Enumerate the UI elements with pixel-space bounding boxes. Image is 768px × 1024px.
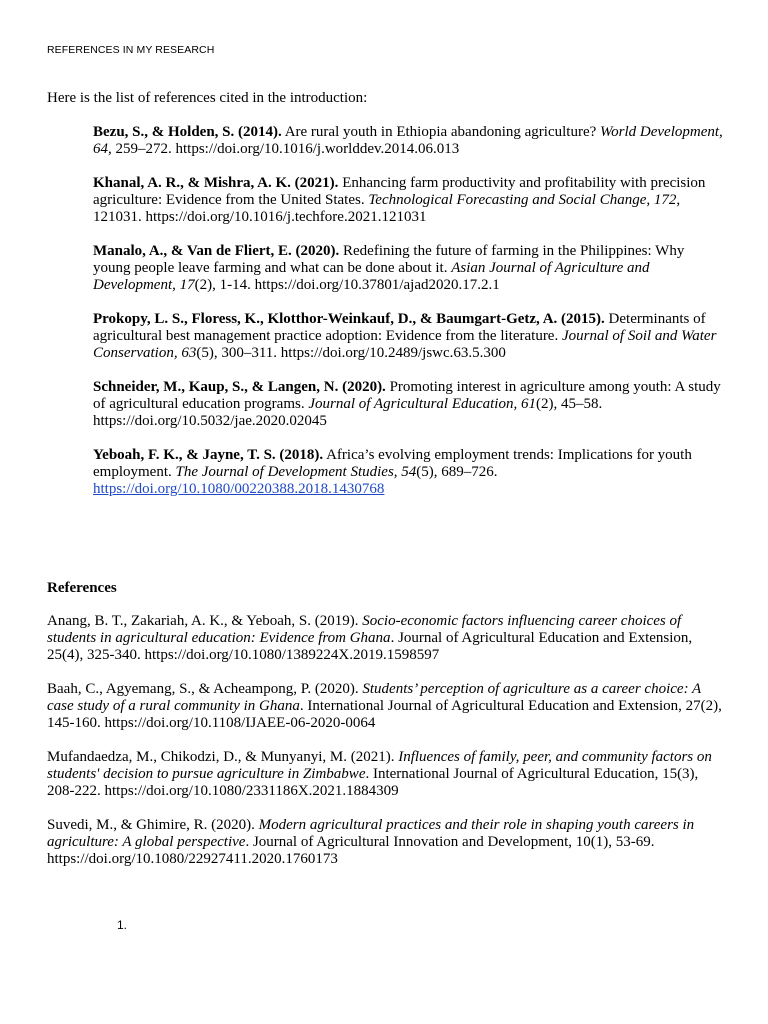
reference-journal: World Development, 64 xyxy=(93,124,723,157)
cited-reference-entry xyxy=(93,124,723,158)
references-list xyxy=(47,613,727,885)
reference-details: , 121031. https://doi.org/10.1016/j.techfore.2021.121031 xyxy=(93,192,681,225)
cited-reference-entry xyxy=(93,311,723,362)
reference-entry xyxy=(47,681,727,732)
reference-details: . Journal of Agricultural Innovation and Development, 10(1), 53-69. https://doi.org/10.1080/22927411.2020.1760173 xyxy=(47,834,655,867)
reference-entry xyxy=(47,613,727,664)
references-heading: References xyxy=(47,580,117,596)
reference-details: (5), 300–311. https://doi.org/10.2489/jswc.63.5.300 xyxy=(196,345,506,361)
reference-journal: Journal of Agricultural Education, 61 xyxy=(308,396,536,412)
reference-journal: Asian Journal of Agriculture and Development, 17 xyxy=(93,260,650,293)
reference-entry xyxy=(47,817,727,868)
cited-references-list xyxy=(93,124,723,515)
page-header: REFERENCES IN MY RESEARCH xyxy=(47,44,215,56)
reference-details: . Journal of Agricultural Education and Extension, 25(4), 325-340. https://doi.org/10.1080/1389224X.2019.1598597 xyxy=(47,630,693,663)
reference-authors: Baah, C., Agyemang, S., & Acheampong, P. (2020). xyxy=(47,681,363,697)
reference-authors: Yeboah, F. K., & Jayne, T. S. (2018). xyxy=(93,447,324,463)
reference-journal: Journal of Soil and Water Conservation, 63 xyxy=(93,328,717,361)
page-number: 1. xyxy=(117,918,128,932)
reference-details: (2), 1-14. https://doi.org/10.37801/ajad2020.17.2.1 xyxy=(194,277,500,293)
reference-title: Modern agricultural practices and their role in shaping youth careers in agriculture: A global perspective xyxy=(47,817,695,850)
reference-title: Promoting interest in agriculture among youth: A study of agricultural education programs. xyxy=(93,379,721,412)
reference-title: Africa’s evolving employment trends: Implications for youth employment. xyxy=(93,447,692,480)
reference-title: Redefining the future of farming in the Philippines: Why young people leave farming and what can be done about it. xyxy=(93,243,685,276)
reference-details: , 259–272. https://doi.org/10.1016/j.worlddev.2014.06.013 xyxy=(108,141,460,157)
cited-reference-entry xyxy=(93,175,723,226)
cited-reference-entry xyxy=(93,379,723,430)
reference-authors: Bezu, S., & Holden, S. (2014). xyxy=(93,124,282,140)
reference-authors: Suvedi, M., & Ghimire, R. (2020). xyxy=(47,817,259,833)
doi-link[interactable]: https://doi.org/10.1080/00220388.2018.1430768 xyxy=(93,481,385,497)
reference-title: Are rural youth in Ethiopia abandoning agriculture? xyxy=(281,124,601,140)
reference-authors: Manalo, A., & Van de Fliert, E. (2020). xyxy=(93,243,340,259)
reference-details: . International Journal of Agricultural Education and Extension, 27(2), 145-160. https://doi.org/10.1108/IJAEE-06-2020-0064 xyxy=(47,698,722,731)
reference-authors: Prokopy, L. S., Floress, K., Klotthor-Weinkauf, D., & Baumgart-Getz, A. (2015). xyxy=(93,311,605,327)
intro-text: Here is the list of references cited in the introduction: xyxy=(47,90,368,106)
reference-journal: Technological Forecasting and Social Change, 172 xyxy=(368,192,677,208)
reference-entry xyxy=(47,749,727,800)
reference-authors: Schneider, M., Kaup, S., & Langen, N. (2020). xyxy=(93,379,386,395)
reference-details: (5), 689–726. xyxy=(416,464,498,480)
reference-authors: Mufandaedza, M., Chikodzi, D., & Munyanyi, M. (2021). xyxy=(47,749,399,765)
cited-reference-entry xyxy=(93,243,723,294)
reference-title: Students’ perception of agriculture as a career choice: A case study of a rural community in Ghana xyxy=(47,681,701,714)
reference-authors: Khanal, A. R., & Mishra, A. K. (2021). xyxy=(93,175,339,191)
reference-title: Influences of family, peer, and community factors on students' decision to pursue agriculture in Zimbabwe xyxy=(47,749,712,782)
reference-details: (2), 45–58. https://doi.org/10.5032/jae.2020.02045 xyxy=(93,396,603,429)
cited-reference-entry xyxy=(93,447,723,498)
reference-title: Determinants of agricultural best management practice adoption: Evidence from the literature. xyxy=(93,311,706,344)
reference-title: Enhancing farm productivity and profitability with precision agriculture: Evidence from the United States. xyxy=(93,175,706,208)
reference-authors: Anang, B. T., Zakariah, A. K., & Yeboah, S. (2019). xyxy=(47,613,363,629)
reference-journal: The Journal of Development Studies, 54 xyxy=(175,464,417,480)
reference-details: . International Journal of Agricultural Education, 15(3), 208-222. https://doi.org/10.1080/2331186X.2021.1884309 xyxy=(47,766,699,799)
reference-title: Socio-economic factors influencing career choices of students in agricultural education: Evidence from Ghana xyxy=(47,613,682,646)
